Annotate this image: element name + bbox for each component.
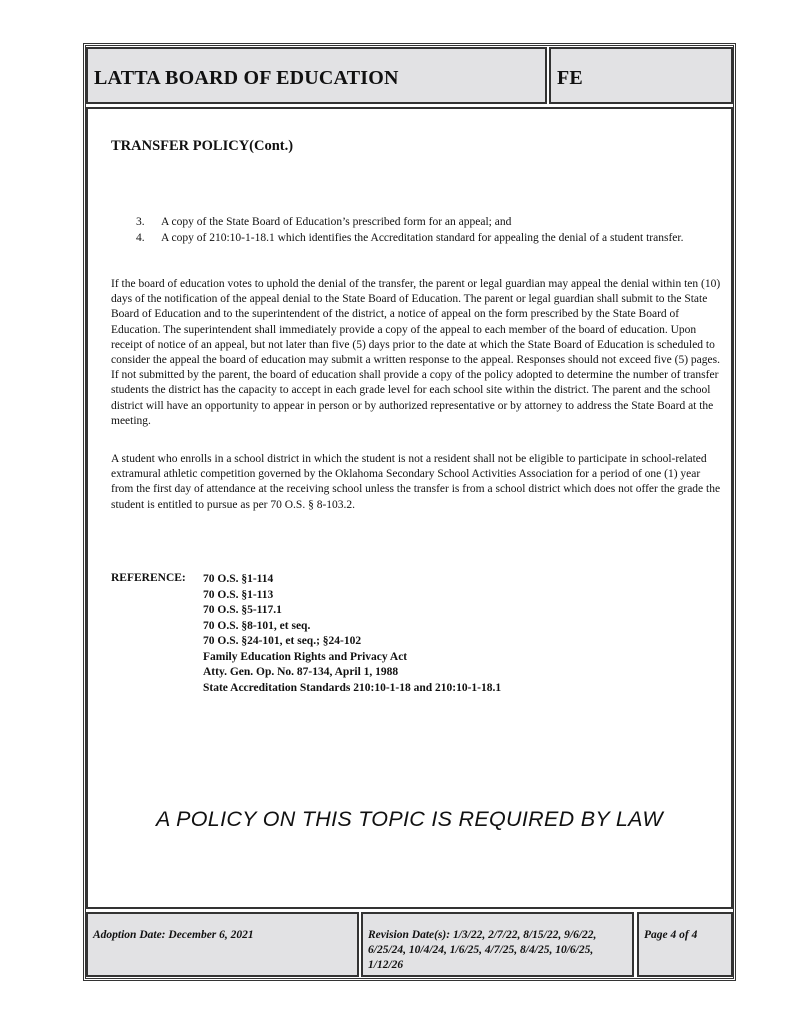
reference-item: 70 O.S. §5-117.1 [203, 604, 282, 616]
reference-list [203, 572, 501, 696]
list-item-number: 4. [136, 232, 145, 244]
policy-code: FE [557, 67, 583, 89]
revision-dates: Revision Date(s): 1/3/22, 2/7/22, 8/15/22, 9/6/22, 6/25/24, 10/4/24, 1/6/25, 4/7/25, 8/4/25, 10/6/25, 1/12/26 [368, 929, 597, 971]
paragraph-athletics: A student who enrolls in a school district in which the student is not a resident shall not be eligible to participate in school-related extramural athletic competition governed by the Oklahoma Secondary School Activities Association for a period of one (1) year from the first day of attendance at the receiving school unless the transfer is from a school district which does not offer the grade the student is entitled to pursue as per 70 O.S. § 8-103.2. [111, 453, 721, 511]
board-name: LATTA BOARD OF EDUCATION [94, 67, 399, 89]
reference-item: Atty. Gen. Op. No. 87-134, April 1, 1988 [203, 666, 399, 678]
page-number: Page 4 of 4 [644, 929, 698, 941]
reference-item: Family Education Rights and Privacy Act [203, 650, 408, 663]
header-title-cell [86, 47, 547, 104]
reference-item: 70 O.S. §1-113 [203, 588, 274, 601]
list-item [136, 231, 716, 245]
paragraph-appeal: If the board of education votes to uphold the denial of the transfer, the parent or legal guardian may appeal the denial within ten (10) days of the notification of the appeal denial to the State Board of Education. The parent or legal guardian shall submit to the State Board of Education and to the superintendent of the district, a notice of appeal on the form prescribed by the State Board of Education. The superintendent shall immediately provide a copy of the appeal to each member of the board of education. Upon receipt of notice of an appeal, but not later than five (5) days prior to the date at which the State Board of Education is scheduled to consider the appeal the board of education may submit a written response to the appeal. Responses should not exceed five (5) pages. If not submitted by the parent, the board of education shall provide a copy of the policy adopted to determine the number of transfer students the district has the capacity to accept in each grade level for each school site within the district. The parent and the school district will have an opportunity to appear in person or by authorized representative or by attorney to address the State Board at the meeting. [111, 278, 721, 427]
list-item [136, 215, 716, 229]
list-item-text: A copy of 210:10-1-18.1 which identifies the Accreditation standard for appealing the denial of a student transfer. [161, 232, 684, 244]
reference-item: State Accreditation Standards 210:10-1-18 and 210:10-1-18.1 [203, 681, 502, 694]
adoption-date-cell [86, 912, 359, 977]
numbered-list [136, 215, 716, 247]
section-title: TRANSFER POLICY(Cont.) [111, 138, 294, 154]
list-item-text: A copy of the State Board of Education’s prescribed form for an appeal; and [161, 216, 512, 228]
reference-item: 70 O.S. §24-101, et seq.; §24-102 [203, 635, 362, 647]
required-by-law-notice: A POLICY ON THIS TOPIC IS REQUIRED BY LAW [156, 807, 663, 831]
page-number-cell [637, 912, 733, 977]
list-item-number: 3. [136, 216, 145, 228]
reference-label: REFERENCE: [111, 572, 186, 584]
reference-item: 70 O.S. §1-114 [203, 573, 274, 585]
reference-item: 70 O.S. §8-101, et seq. [203, 619, 311, 632]
adoption-date: Adoption Date: December 6, 2021 [93, 929, 254, 941]
header-code-cell [549, 47, 733, 104]
revision-dates-cell [361, 912, 634, 977]
